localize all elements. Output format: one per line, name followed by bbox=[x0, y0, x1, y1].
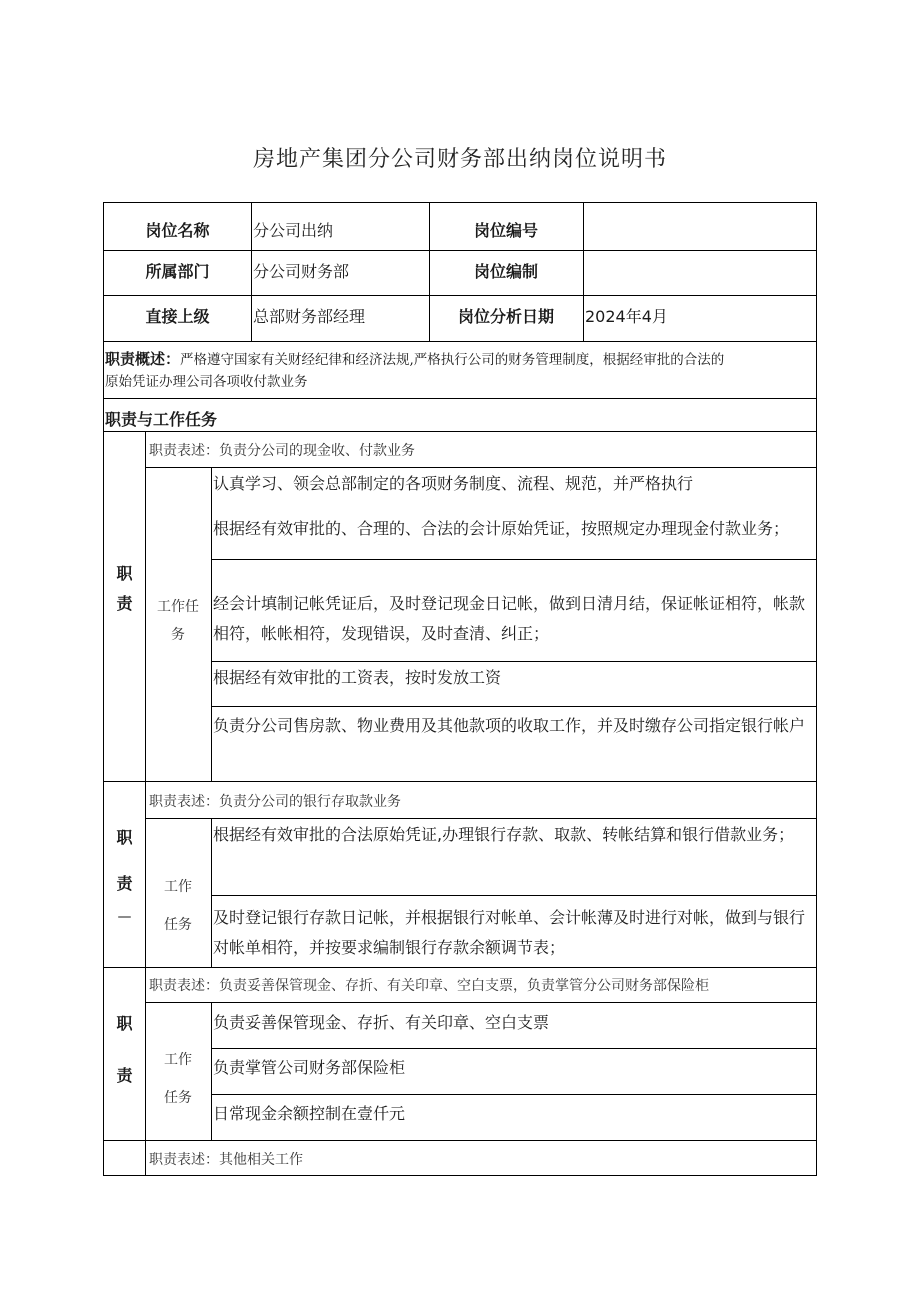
task-item: 认真学习、领会总部制定的各项财务制度、流程、规范，并严格执行 bbox=[213, 474, 694, 493]
row-divider bbox=[104, 341, 816, 342]
row-divider bbox=[145, 467, 816, 468]
work-label-line: 工作 bbox=[164, 879, 192, 895]
section-2-side-label bbox=[104, 815, 145, 927]
side-char: — bbox=[117, 909, 132, 925]
task-item: 负责分公司售房款、物业费用及其他款项的收取工作，并及时缴存公司指定银行帐户 bbox=[213, 716, 806, 735]
overview-text-line1: 严格遵守国家有关财经纪律和经济法规,严格执行公司的财务管理制度，根据经审批的合法的 bbox=[180, 352, 725, 368]
headcount-label: 岗位编制 bbox=[473, 262, 538, 281]
position-name-label: 岗位名称 bbox=[145, 221, 210, 240]
row-divider bbox=[211, 1048, 816, 1049]
row-divider bbox=[104, 967, 816, 968]
section-3-side-label bbox=[104, 998, 145, 1102]
job-description-table bbox=[103, 202, 817, 1176]
position-name-value: 分公司出纳 bbox=[253, 221, 334, 240]
work-label-line: 工作 bbox=[164, 1052, 192, 1068]
col-divider bbox=[211, 818, 212, 967]
section-2-work-label bbox=[145, 868, 211, 944]
task-item: 根据经有效审批的工资表，按时发放工资 bbox=[213, 668, 502, 687]
col-divider bbox=[211, 1002, 212, 1140]
row-divider bbox=[104, 781, 816, 782]
side-char: 职 bbox=[116, 564, 133, 583]
position-no-label: 岗位编号 bbox=[473, 221, 538, 240]
row-divider bbox=[211, 559, 816, 560]
col-divider bbox=[211, 467, 212, 781]
row-divider bbox=[104, 431, 816, 432]
task-item: 负责掌管公司财务部保险柜 bbox=[213, 1058, 406, 1077]
row-divider bbox=[211, 661, 816, 662]
analysis-date-label: 岗位分析日期 bbox=[457, 307, 554, 326]
task-item: 经会计填制记帐凭证后，及时登记现金日记帐，做到日清月结，保证帐证相符，帐款相符，帐帐相符，发现错误，及时查清、纠正； bbox=[213, 594, 806, 643]
analysis-date-value: 2024年4月 bbox=[585, 307, 668, 326]
task-item: 及时登记银行存款日记帐，并根据银行对帐单、会计帐薄及时进行对帐，做到与银行对帐单相符，并按要求编制银行存款余额调节表； bbox=[213, 908, 806, 957]
section-3-work-label bbox=[145, 1041, 211, 1117]
col-divider bbox=[251, 203, 252, 341]
work-label-line: 任务 bbox=[164, 917, 192, 933]
row-divider bbox=[145, 818, 816, 819]
section-2-description: 职责表述：负责分公司的银行存取款业务 bbox=[149, 794, 401, 810]
row-divider bbox=[104, 1140, 816, 1141]
task-item: 根据经有效审批的、合理的、合法的会计原始凭证，按照规定办理现金付款业务； bbox=[213, 519, 790, 538]
task-item: 根据经有效审批的合法原始凭证,办理银行存款、取款、转帐结算和银行借款业务； bbox=[213, 825, 795, 844]
row-divider bbox=[104, 295, 816, 296]
section-3-description: 职责表述：负责妥善保管现金、存折、有关印章、空白支票，负责掌管分公司财务部保险柜 bbox=[149, 978, 709, 994]
row-divider bbox=[145, 1002, 816, 1003]
duties-heading: 职责与工作任务 bbox=[105, 410, 218, 429]
superior-label: 直接上级 bbox=[145, 307, 210, 326]
side-char: 职 bbox=[116, 1014, 133, 1033]
overview-text-line2: 原始凭证办理公司各项收付款业务 bbox=[105, 374, 308, 390]
overview-label: 职责概述： bbox=[105, 350, 181, 368]
department-label: 所属部门 bbox=[145, 262, 210, 281]
side-char: 责 bbox=[116, 1066, 133, 1085]
page-title: 房地产集团分公司财务部出纳岗位说明书 bbox=[252, 147, 667, 172]
row-divider bbox=[211, 895, 816, 896]
section-1-side-label bbox=[104, 559, 145, 619]
work-label-line: 务 bbox=[171, 627, 185, 643]
work-label-line: 任务 bbox=[164, 1090, 192, 1106]
work-label-line: 工作任 bbox=[157, 599, 199, 615]
section-1-work-label bbox=[145, 593, 211, 649]
side-char: 责 bbox=[116, 874, 133, 893]
row-divider bbox=[104, 398, 816, 399]
row-divider bbox=[104, 250, 816, 251]
col-divider bbox=[583, 203, 584, 341]
section-4-description: 职责表述：其他相关工作 bbox=[149, 1152, 303, 1168]
row-divider bbox=[211, 706, 816, 707]
overview bbox=[105, 348, 724, 393]
section-1-description: 职责表述：负责分公司的现金收、付款业务 bbox=[149, 443, 415, 459]
row-divider bbox=[211, 1094, 816, 1095]
side-char: 责 bbox=[116, 594, 133, 613]
task-item: 日常现金余额控制在壹仟元 bbox=[213, 1104, 406, 1123]
task-item: 负责妥善保管现金、存折、有关印章、空白支票 bbox=[213, 1013, 550, 1032]
superior-value: 总部财务部经理 bbox=[253, 307, 366, 326]
side-char: 职 bbox=[116, 828, 133, 847]
department-value: 分公司财务部 bbox=[253, 262, 350, 281]
